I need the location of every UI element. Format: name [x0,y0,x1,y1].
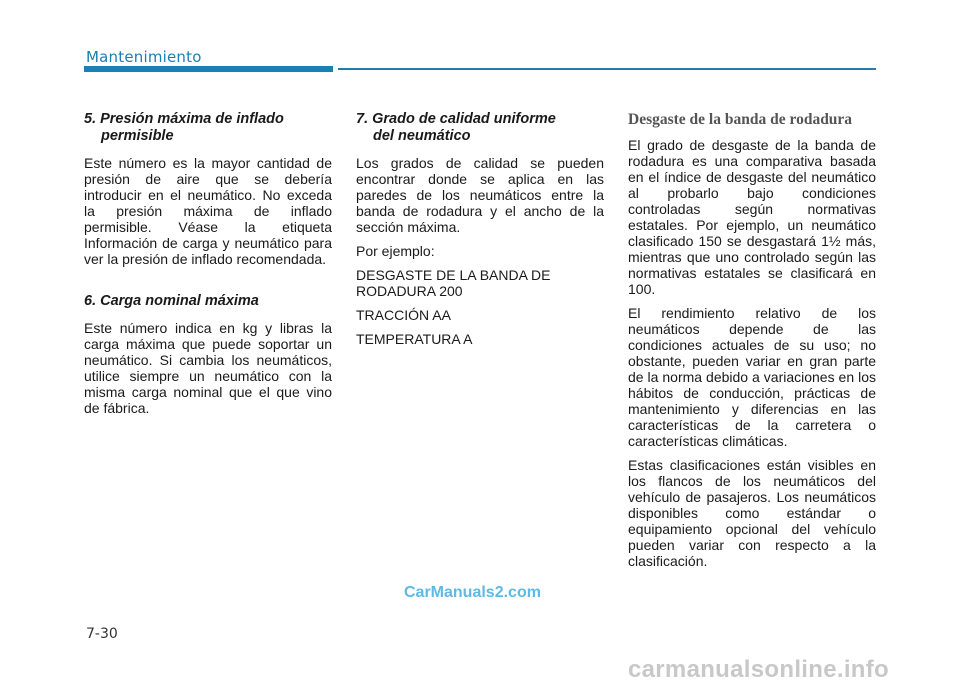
treadwear-heading: Desgaste de la banda de rodadura [628,111,853,128]
column-left [84,111,332,424]
item-7-heading-line2: del neumático [373,128,471,144]
item-7-heading [356,111,604,145]
site-watermark: carmanualsonline.info [628,656,890,683]
carmanuals-watermark[interactable]: CarManuals2.com [404,584,541,601]
section-title: Mantenimiento [86,48,202,66]
item-5-body: Este número es la mayor cantidad de presión de aire que se debería introducir en el neumático. No exceda la presión máxima de inflado permisible. Véase la etiqueta Información de carga y neumático para ver la presión de inflado recomendada. [84,155,332,267]
treadwear-para-2: El rendimiento relativo de los neumáticos depende de las condiciones actuales de su uso; no obstante, pueden variar en gran parte de la norma debido a variaciones en los hábitos de conducción, prácticas de mantenimiento y diferencias en las características de la carretera o características climáticas. [628,305,876,449]
column-middle [356,111,604,355]
example-temperature: TEMPERATURA A [356,331,473,347]
example-traction: TRACCIÓN AA [356,307,451,323]
example-label: Por ejemplo: [356,243,435,259]
header-rule-thick [84,66,333,72]
treadwear-para-1: El grado de desgaste de la banda de rodadura es una comparativa basada en el índice de desgaste del neumático al probarlo bajo condiciones controladas según normativas estatales. Por ejemplo, un neumático clasificado 150 se desgastará 1½ más, mientras que uno controlado según las normativas estatales se clasificará en 100. [628,137,876,297]
item-6-heading: 6. Carga nominal máxima [84,293,259,309]
item-6-body: Este número indica en kg y libras la carga máxima que puede soportar un neumático. Si cambia los neumáticos, utilice siempre un neumático con la misma carga nominal que el que vino de fábrica. [84,320,332,416]
item-7-heading-line1: 7. Grado de calidad uniforme [356,111,556,127]
item-5-heading [84,111,332,145]
item-5-heading-line1: 5. Presión máxima de inflado [84,111,284,127]
page-number: 7-30 [86,626,118,642]
treadwear-para-3: Estas clasificaciones están visibles en los flancos de los neumáticos del vehículo de pasajeros. Los neumáticos disponibles como estándar o equipamiento opcional del vehículo pueden variar con respecto a la clasificación. [628,457,876,569]
example-treadwear: DESGASTE DE LA BANDA DE RODADURA 200 [356,267,551,299]
column-right [628,111,876,577]
item-5-heading-line2: permisible [101,128,174,144]
item-7-body: Los grados de calidad se pueden encontrar donde se aplica en las paredes de los neumáticos entre la banda de rodadura y el ancho de la sección máxima. [356,155,604,235]
header-rule-thin [338,68,876,70]
